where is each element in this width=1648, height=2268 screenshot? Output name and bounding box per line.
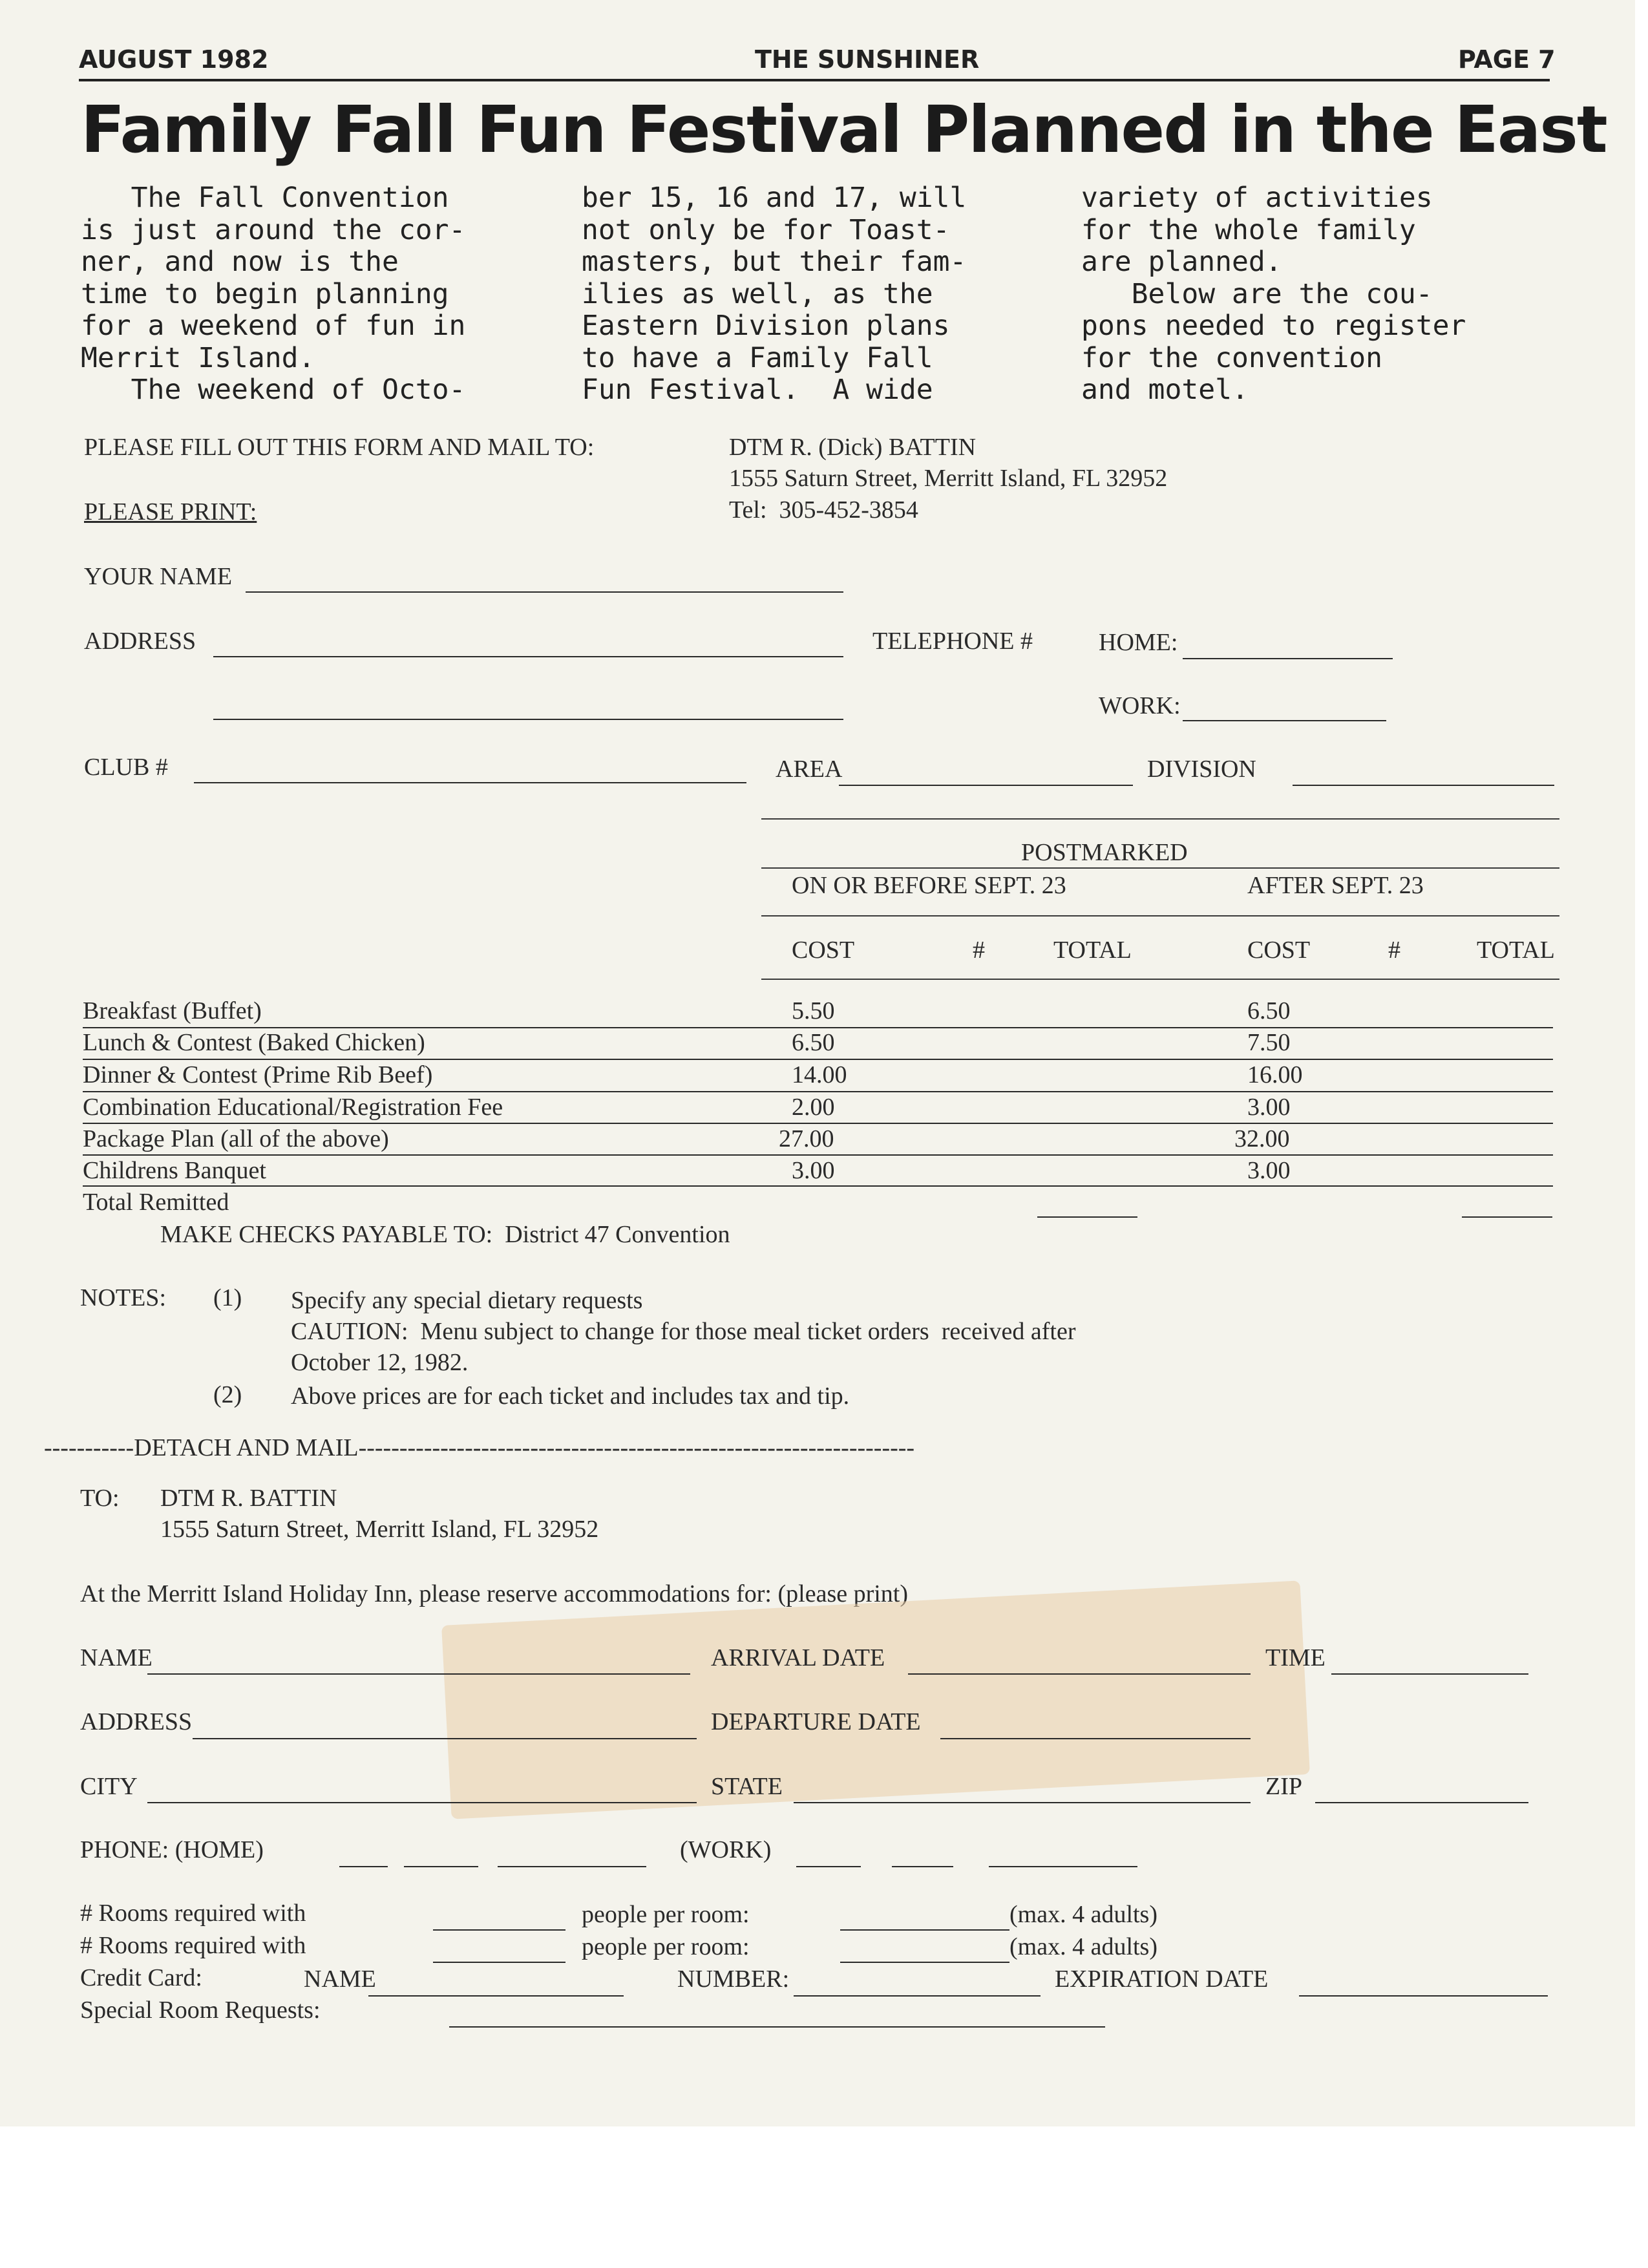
phone-home-number-field[interactable] [498, 1866, 646, 1867]
area-label: AREA [776, 756, 843, 783]
paper-stain [441, 1580, 1310, 1819]
mail-address: 1555 Saturn Street, Merritt Island, FL 32952 [729, 465, 1168, 492]
phone-home-area-code-field[interactable] [339, 1866, 388, 1867]
table-row-item: Dinner & Contest (Prime Rib Beef) [83, 1061, 433, 1088]
table-row-rule[interactable] [83, 1123, 1553, 1124]
max-adults-note-1: (max. 4 adults) [1009, 1901, 1158, 1928]
departure-date-field[interactable] [940, 1738, 1251, 1739]
total-remitted-after-field[interactable] [1462, 1216, 1552, 1218]
page-number: PAGE 7 [1458, 45, 1556, 74]
table-rule [761, 915, 1559, 917]
phone-work-number-field[interactable] [989, 1866, 1137, 1867]
postmarked-heading: POSTMARKED [1021, 839, 1188, 866]
reservation-intro: At the Merritt Island Holiday Inn, please reserve accommodations for: (please print) [80, 1580, 909, 1607]
table-row-price-before: 27.00 [779, 1125, 834, 1152]
table-row-price-before: 6.50 [792, 1029, 835, 1056]
total-heading: TOTAL [1477, 937, 1555, 964]
people-per-room-field-1[interactable] [840, 1929, 1009, 1931]
city-label: CITY [80, 1773, 138, 1800]
work-phone-label: WORK: [1099, 692, 1181, 719]
quantity-heading: # [1388, 937, 1400, 964]
to-recipient: DTM R. BATTIN [160, 1485, 337, 1512]
card-number-field[interactable] [794, 1995, 1041, 1997]
quantity-heading: # [973, 937, 985, 964]
your-name-field[interactable] [246, 591, 843, 593]
mail-recipient: DTM R. (Dick) BATTIN [729, 434, 977, 461]
to-address: 1555 Saturn Street, Merritt Island, FL 32952 [160, 1516, 599, 1543]
table-row-price-after: 16.00 [1247, 1061, 1303, 1088]
after-date-heading: AFTER SEPT. 23 [1247, 872, 1424, 899]
please-print-label: PLEASE PRINT: [84, 498, 257, 525]
home-phone-label: HOME: [1099, 629, 1178, 656]
card-number-label: NUMBER: [677, 1966, 790, 1993]
article-column-3: variety of activities for the whole family are planned. Below are the cou- pons needed to register for the convention and motel. [1081, 182, 1466, 406]
note-1-date: October 12, 1982. [291, 1349, 469, 1376]
table-row-item: Package Plan (all of the above) [83, 1125, 389, 1152]
address-field-2[interactable] [213, 719, 843, 720]
state-label: STATE [711, 1773, 783, 1800]
zip-label: ZIP [1265, 1773, 1302, 1800]
notes-label: NOTES: [80, 1284, 166, 1311]
guest-address-field[interactable] [193, 1738, 697, 1739]
total-remitted-label: Total Remitted [83, 1189, 229, 1216]
people-per-room-label-2: people per room: [582, 1933, 750, 1960]
to-label: TO: [80, 1485, 120, 1512]
table-row-item: Lunch & Contest (Baked Chicken) [83, 1029, 425, 1056]
note-1-number: (1) [213, 1284, 242, 1311]
table-rule [761, 979, 1559, 980]
note-2-number: (2) [213, 1381, 242, 1408]
phone-work-area-code-field[interactable] [796, 1866, 861, 1867]
city-field[interactable] [147, 1802, 697, 1803]
area-field[interactable] [839, 785, 1133, 786]
cost-heading: COST [792, 937, 855, 964]
people-per-room-label-1: people per room: [582, 1901, 750, 1928]
card-name-label: NAME [304, 1966, 376, 1993]
phone-home-label: PHONE: (HOME) [80, 1836, 264, 1863]
zip-field[interactable] [1315, 1802, 1528, 1803]
note-1-caution: CAUTION: Menu subject to change for those meal ticket orders received after [291, 1318, 1076, 1345]
table-row-rule[interactable] [83, 1154, 1553, 1156]
table-row-price-before: 3.00 [792, 1157, 835, 1184]
article-column-1: The Fall Convention is just around the cor- ner, and now is the time to begin planning for a weekend of fun in Merrit Island. The weekend of Octo- [81, 182, 466, 406]
table-row-item: Breakfast (Buffet) [83, 997, 262, 1024]
checks-payable-note: MAKE CHECKS PAYABLE TO: District 47 Convention [160, 1221, 730, 1248]
departure-date-label: DEPARTURE DATE [711, 1708, 921, 1735]
arrival-date-label: ARRIVAL DATE [711, 1644, 885, 1671]
note-1-text: Specify any special dietary requests [291, 1287, 643, 1314]
arrival-date-field[interactable] [908, 1673, 1251, 1675]
table-row-item: Childrens Banquet [83, 1157, 266, 1184]
table-row-price-before: 14.00 [792, 1061, 847, 1088]
header-rule [79, 79, 1550, 81]
state-field[interactable] [794, 1802, 1251, 1803]
phone-home-prefix-field[interactable] [404, 1866, 478, 1867]
division-field[interactable] [1293, 785, 1554, 786]
table-rule [761, 867, 1559, 869]
guest-address-label: ADDRESS [80, 1708, 193, 1735]
work-phone-field[interactable] [1183, 720, 1386, 721]
address-field-1[interactable] [213, 656, 843, 657]
total-remitted-before-field[interactable] [1037, 1216, 1137, 1218]
table-rule [761, 818, 1559, 820]
address-label: ADDRESS [84, 628, 196, 655]
rooms-count-field-2[interactable] [433, 1962, 565, 1963]
max-adults-note-2: (max. 4 adults) [1009, 1933, 1158, 1960]
table-row-price-after: 7.50 [1247, 1029, 1291, 1056]
table-row-price-after: 3.00 [1247, 1094, 1291, 1121]
expiration-date-label: EXPIRATION DATE [1055, 1966, 1269, 1993]
table-row-rule[interactable] [83, 1185, 1553, 1187]
mail-telephone: Tel: 305-452-3854 [729, 496, 918, 524]
special-requests-field[interactable] [449, 2026, 1105, 2028]
phone-work-prefix-field[interactable] [892, 1866, 953, 1867]
table-row-price-before: 5.50 [792, 997, 835, 1024]
table-row-price-after: 32.00 [1234, 1125, 1290, 1152]
arrival-time-field[interactable] [1331, 1673, 1528, 1675]
people-per-room-field-2[interactable] [840, 1962, 1009, 1963]
detach-line: -----------DETACH AND MAIL-------------------------------------------------------------------- [44, 1434, 915, 1461]
table-row-rule[interactable] [83, 1059, 1553, 1060]
before-date-heading: ON OR BEFORE SEPT. 23 [792, 872, 1066, 899]
guest-name-label: NAME [80, 1644, 153, 1671]
rooms-label-1: # Rooms required with [80, 1900, 306, 1927]
table-row-price-after: 3.00 [1247, 1157, 1291, 1184]
guest-name-field[interactable] [147, 1673, 690, 1675]
publication-name: THE SUNSHINER [755, 45, 980, 74]
arrival-time-label: TIME [1265, 1644, 1326, 1671]
article-headline: Family Fall Fun Festival Planned in the East [81, 92, 1607, 167]
home-phone-field[interactable] [1183, 658, 1393, 659]
total-heading: TOTAL [1053, 937, 1132, 964]
special-requests-label: Special Room Requests: [80, 1997, 321, 2024]
credit-card-label: Credit Card: [80, 1964, 202, 1991]
telephone-label: TELEPHONE # [872, 628, 1033, 655]
division-label: DIVISION [1147, 756, 1256, 783]
club-label: CLUB # [84, 754, 168, 781]
your-name-label: YOUR NAME [84, 563, 233, 590]
issue-date: AUGUST 1982 [79, 45, 269, 74]
table-row-price-before: 2.00 [792, 1094, 835, 1121]
article-column-2: ber 15, 16 and 17, will not only be for Toast- masters, but their fam- ilies as well, as the Eastern Division plans to have a Family Fall Fun Festival. A wide [582, 182, 967, 406]
club-field[interactable] [194, 782, 746, 783]
card-name-field[interactable] [368, 1995, 624, 1997]
table-row-price-after: 6.50 [1247, 997, 1291, 1024]
mail-instruction: PLEASE FILL OUT THIS FORM AND MAIL TO: [84, 434, 595, 461]
note-2-text: Above prices are for each ticket and includes tax and tip. [291, 1383, 850, 1410]
rooms-label-2: # Rooms required with [80, 1932, 306, 1959]
table-row-item: Combination Educational/Registration Fee [83, 1094, 503, 1121]
expiration-date-field[interactable] [1299, 1995, 1548, 1997]
cost-heading: COST [1247, 937, 1311, 964]
phone-work-label: (WORK) [680, 1836, 772, 1863]
table-row-rule[interactable] [83, 1091, 1553, 1092]
rooms-count-field-1[interactable] [433, 1929, 565, 1931]
